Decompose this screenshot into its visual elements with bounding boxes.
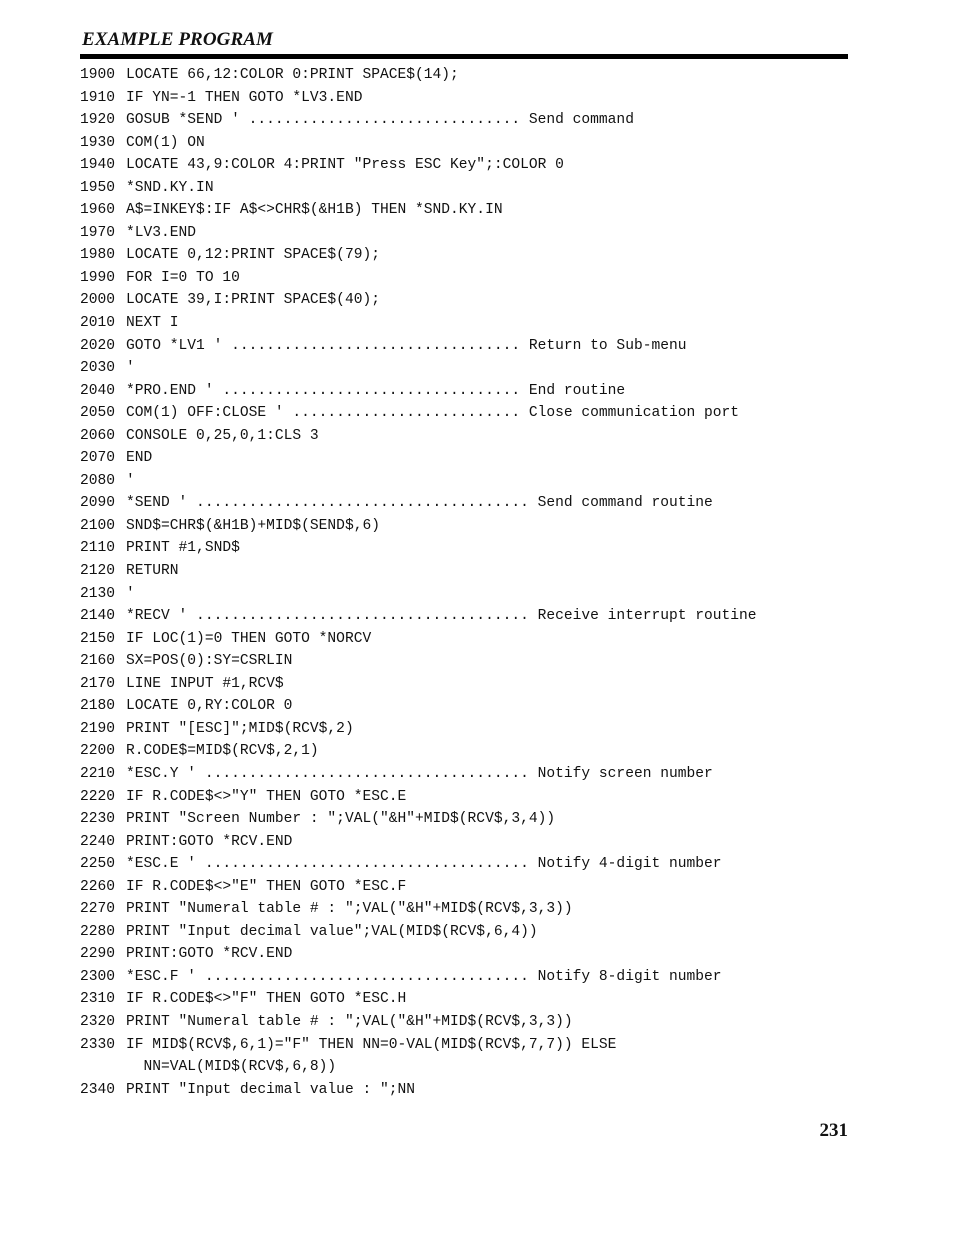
line-number: 2190 [80,720,116,737]
code-line [80,583,850,606]
code-line [80,470,850,493]
code-line [80,177,850,200]
code-line [80,222,850,245]
line-code: SX=POS(0):SY=CSRLIN [126,653,293,670]
line-number: 2100 [80,517,116,534]
line-number: 2300 [80,968,116,985]
line-code: FOR I=0 TO 10 [126,269,240,286]
code-line [80,312,850,335]
code-line [80,673,850,696]
line-number: 2170 [80,675,116,692]
line-number: 2290 [80,946,116,963]
running-header-title: EXAMPLE PROGRAM [82,29,274,50]
code-line [80,740,850,763]
code-line [80,87,850,110]
line-code: PRINT #1,SND$ [126,540,240,557]
line-number: 2200 [80,743,116,760]
line-code: A$=INKEY$:IF A$<>CHR$(&H1B) THEN *SND.KY.IN [126,202,503,219]
line-number: 2040 [80,382,116,399]
line-number: 2270 [80,901,116,918]
line-number: 1920 [80,112,116,129]
line-code: NEXT I [126,315,179,332]
code-line [80,988,850,1011]
line-number: 2240 [80,833,116,850]
code-line [80,943,850,966]
line-code: IF R.CODE$<>"E" THEN GOTO *ESC.F [126,878,407,895]
line-number: 2230 [80,811,116,828]
code-line [80,560,850,583]
code-line [80,1034,850,1079]
code-line [80,876,850,899]
line-number: 1950 [80,179,116,196]
line-number: 2050 [80,405,116,422]
code-line [80,808,850,831]
line-number: 2310 [80,991,116,1008]
code-line [80,402,850,425]
line-number: 2340 [80,1081,116,1098]
code-line [80,921,850,944]
line-number: 1990 [80,269,116,286]
line-number: 2090 [80,495,116,512]
line-code: LINE INPUT #1,RCV$ [126,675,284,692]
code-line [80,605,850,628]
line-code: IF YN=-1 THEN GOTO *LV3.END [126,89,363,106]
code-line [80,492,850,515]
line-code: *ESC.Y ' ..................................... Notify screen number [126,765,713,782]
code-line [80,537,850,560]
line-number: 2220 [80,788,116,805]
line-number: 1910 [80,89,116,106]
code-line [80,786,850,809]
code-line [80,199,850,222]
line-code: CONSOLE 0,25,0,1:CLS 3 [126,427,319,444]
line-number: 1980 [80,247,116,264]
line-number: 2010 [80,315,116,332]
code-line [80,695,850,718]
line-number: 2140 [80,608,116,625]
code-listing [80,64,850,1101]
line-code: ' [126,472,135,489]
code-line [80,763,850,786]
code-line [80,853,850,876]
code-line [80,898,850,921]
line-number: 2150 [80,630,116,647]
line-number: 2320 [80,1013,116,1030]
line-code: PRINT "Screen Number : ";VAL("&H"+MID$(RCV$,3,4)) [126,811,556,828]
line-number: 1900 [80,67,116,83]
line-number: 2160 [80,653,116,670]
line-code: *RECV ' ...................................... Receive interrupt routine [126,608,757,625]
line-code: RETURN [126,563,179,580]
line-code: PRINT "Numeral table # : ";VAL("&H"+MID$(RCV$,3,3)) [126,901,573,918]
code-line [80,357,850,380]
line-code: *ESC.F ' ..................................... Notify 8-digit number [126,968,722,985]
code-line [80,966,850,989]
line-code: END [126,450,153,467]
header-rule [80,54,848,59]
line-number: 2080 [80,472,116,489]
line-number: 2070 [80,450,116,467]
line-code: IF R.CODE$<>"F" THEN GOTO *ESC.H [126,991,407,1008]
code-line [80,718,850,741]
line-code: PRINT "[ESC]";MID$(RCV$,2) [126,720,354,737]
line-code: R.CODE$=MID$(RCV$,2,1) [126,743,319,760]
line-code: *SND.KY.IN [126,179,214,196]
line-number: 2330 [80,1036,116,1053]
line-code: LOCATE 0,12:PRINT SPACE$(79); [126,247,380,264]
code-line [80,244,850,267]
code-line [80,425,850,448]
line-number: 1930 [80,134,116,151]
line-number: 1940 [80,157,116,174]
line-number: 2280 [80,923,116,940]
line-code: LOCATE 43,9:COLOR 4:PRINT "Press ESC Key";:COLOR 0 [126,157,564,174]
line-code: GOSUB *SEND ' ............................... Send command [126,112,634,129]
code-line [80,109,850,132]
line-number: 2120 [80,563,116,580]
line-code: IF R.CODE$<>"Y" THEN GOTO *ESC.E [126,788,407,805]
line-code: PRINT "Input decimal value : ";NN [126,1081,416,1098]
line-number: 2020 [80,337,116,354]
line-code: *ESC.E ' ..................................... Notify 4-digit number [126,856,722,873]
line-code: *LV3.END [126,224,197,241]
line-number: 1970 [80,224,116,241]
line-number: 2030 [80,360,116,377]
line-number: 2210 [80,765,116,782]
line-code: LOCATE 66,12:COLOR 0:PRINT SPACE$(14); [126,67,459,83]
code-line [80,380,850,403]
line-code: COM(1) ON [126,134,205,151]
code-line [80,515,850,538]
code-line [80,1079,850,1102]
line-code: PRINT "Input decimal value";VAL(MID$(RCV$,6,4)) [126,923,538,940]
code-line [80,831,850,854]
code-line [80,447,850,470]
line-number: 2060 [80,427,116,444]
page-number: 231 [819,1120,848,1141]
line-number: 2000 [80,292,116,309]
line-code: PRINT:GOTO *RCV.END [126,833,293,850]
code-line [80,628,850,651]
code-line [80,289,850,312]
line-number: 2250 [80,856,116,873]
line-code: IF MID$(RCV$,6,1)="F" THEN NN=0-VAL(MID$(RCV$,7,7)) ELSE NN=VAL(MID$(RCV$,6,8)) [126,1036,617,1076]
line-number: 1960 [80,202,116,219]
line-code: LOCATE 0,RY:COLOR 0 [126,698,293,715]
line-code: ' [126,585,135,602]
line-code: SND$=CHR$(&H1B)+MID$(SEND$,6) [126,517,380,534]
code-line [80,650,850,673]
code-line [80,154,850,177]
line-code: PRINT:GOTO *RCV.END [126,946,293,963]
line-number: 2180 [80,698,116,715]
line-code: LOCATE 39,I:PRINT SPACE$(40); [126,292,380,309]
line-number: 2110 [80,540,116,557]
line-code: PRINT "Numeral table # : ";VAL("&H"+MID$(RCV$,3,3)) [126,1013,573,1030]
line-code: IF LOC(1)=0 THEN GOTO *NORCV [126,630,372,647]
line-code: COM(1) OFF:CLOSE ' .......................... Close communication port [126,405,740,422]
code-line [80,64,850,87]
line-code: *PRO.END ' .................................. End routine [126,382,626,399]
line-number: 2130 [80,585,116,602]
code-line [80,335,850,358]
line-number: 2260 [80,878,116,895]
line-code: *SEND ' ...................................... Send command routine [126,495,713,512]
code-line [80,132,850,155]
code-line [80,267,850,290]
line-code: GOTO *LV1 ' ................................. Return to Sub-menu [126,337,687,354]
code-line [80,1011,850,1034]
line-code: ' [126,360,135,377]
